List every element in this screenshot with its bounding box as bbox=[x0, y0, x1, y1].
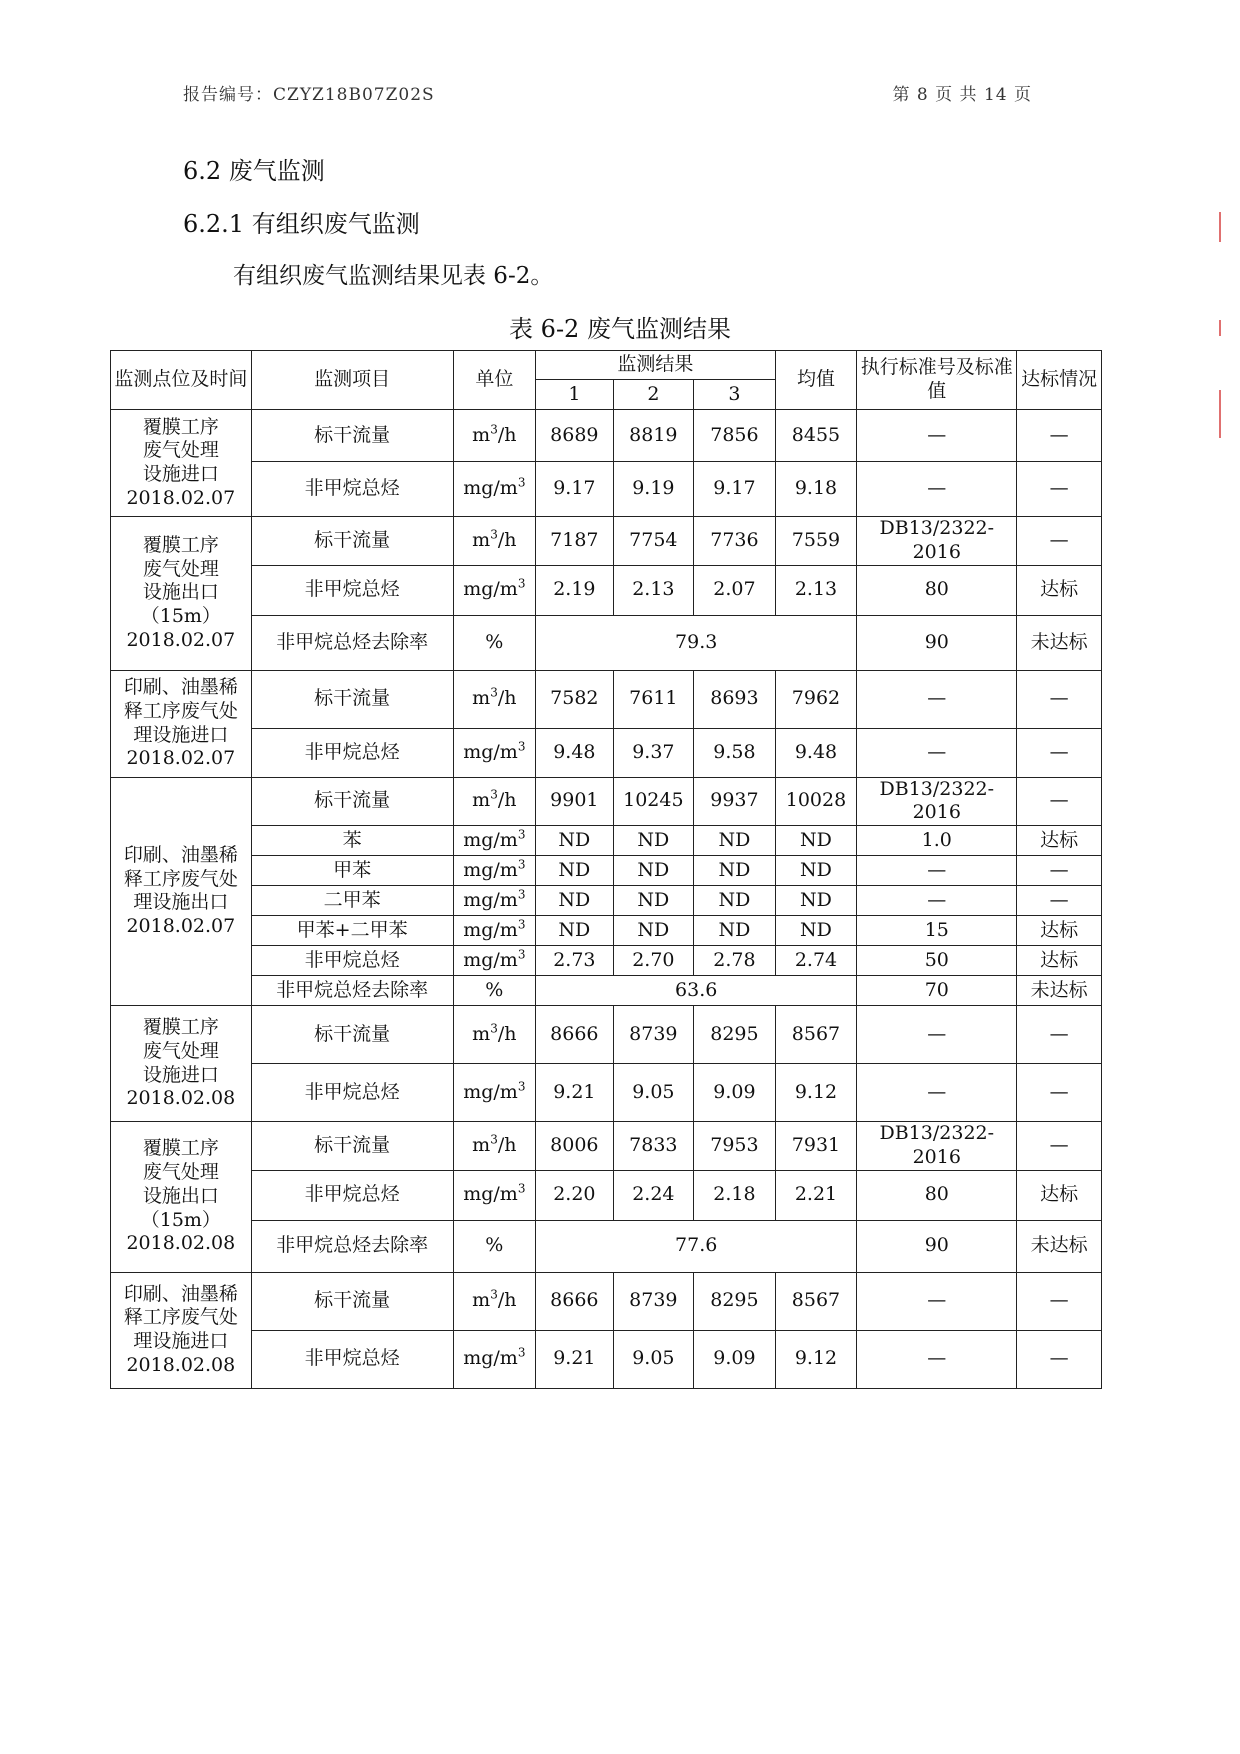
header-location: 监测点位及时间 bbox=[111, 351, 252, 410]
compliance-cell: — bbox=[1017, 410, 1102, 462]
standard-cell: — bbox=[857, 1064, 1017, 1122]
unit-superscript: 3 bbox=[517, 827, 526, 842]
standard-cell: DB13/2322-2016 bbox=[857, 517, 1017, 566]
location-line: 理设施出口 bbox=[133, 891, 229, 914]
compliance-cell: — bbox=[1017, 728, 1102, 777]
item-cell: 甲苯+二甲苯 bbox=[251, 916, 453, 946]
result-1-cell: 2.19 bbox=[536, 565, 613, 615]
item-cell: 标干流量 bbox=[251, 1122, 453, 1171]
result-3-cell: ND bbox=[694, 886, 776, 916]
unit-superscript: 3 bbox=[517, 947, 526, 962]
result-3-cell: 9.09 bbox=[694, 1064, 776, 1122]
result-3-cell: 2.07 bbox=[694, 565, 776, 615]
location-line: 印刷、油墨稀 bbox=[123, 843, 238, 866]
unit-base: mg/m bbox=[463, 918, 518, 941]
result-1-cell: 8666 bbox=[536, 1272, 613, 1330]
report-number: 报告编号：CZYZ18B07Z02S bbox=[183, 85, 435, 105]
unit-superscript: 3 bbox=[517, 576, 526, 591]
compliance-cell: 达标 bbox=[1017, 1170, 1102, 1220]
standard-cell: 90 bbox=[857, 615, 1017, 670]
standard-cell: 50 bbox=[857, 946, 1017, 976]
result-1-cell: 2.73 bbox=[536, 946, 613, 976]
mean-cell: ND bbox=[775, 826, 857, 856]
standard-cell: — bbox=[857, 856, 1017, 886]
standard-cell: 80 bbox=[857, 1170, 1017, 1220]
unit-base: m bbox=[472, 423, 491, 446]
compliance-cell: — bbox=[1017, 886, 1102, 916]
unit-base: % bbox=[485, 978, 504, 1001]
header-result-1: 1 bbox=[536, 380, 613, 410]
table-caption: 表 6-2 废气监测结果 bbox=[509, 315, 731, 343]
unit-base: m bbox=[472, 1289, 491, 1312]
emission-results-table bbox=[110, 350, 1102, 1389]
unit-superscript: 3 bbox=[517, 475, 526, 490]
result-3-cell: ND bbox=[694, 916, 776, 946]
result-3-cell: 2.78 bbox=[694, 946, 776, 976]
standard-cell: — bbox=[857, 728, 1017, 777]
standard-cell: 90 bbox=[857, 1220, 1017, 1272]
header-compliance: 达标情况 bbox=[1017, 351, 1102, 410]
unit-tail: /h bbox=[497, 1133, 517, 1156]
location-line: 2018.02.07 bbox=[126, 486, 236, 509]
location-line: 2018.02.08 bbox=[126, 1232, 236, 1255]
unit-base: mg/m bbox=[463, 828, 518, 851]
unit-superscript: 3 bbox=[517, 917, 526, 932]
table-row bbox=[111, 886, 1102, 916]
mean-cell: 9.48 bbox=[775, 728, 857, 777]
compliance-cell: 未达标 bbox=[1017, 1220, 1102, 1272]
unit-superscript: 3 bbox=[490, 527, 498, 542]
mean-cell: ND bbox=[775, 916, 857, 946]
standard-cell: 70 bbox=[857, 976, 1017, 1006]
table-row bbox=[111, 856, 1102, 886]
compliance-cell: 达标 bbox=[1017, 565, 1102, 615]
result-1-cell: ND bbox=[536, 856, 613, 886]
result-3-cell: 7736 bbox=[694, 517, 776, 566]
unit-cell bbox=[453, 728, 536, 777]
item-cell: 非甲烷总烃 bbox=[251, 728, 453, 777]
item-cell: 二甲苯 bbox=[251, 886, 453, 916]
unit-base: mg/m bbox=[463, 740, 518, 763]
location-line: 2018.02.07 bbox=[126, 628, 236, 651]
result-3-cell: ND bbox=[694, 856, 776, 886]
unit-base: m bbox=[472, 687, 491, 710]
location-cell bbox=[111, 670, 252, 777]
location-line: 释工序废气处 bbox=[123, 867, 238, 890]
location-line: 废气处理 bbox=[142, 1161, 219, 1184]
standard-cell: DB13/2322-2016 bbox=[857, 777, 1017, 826]
mean-cell: ND bbox=[775, 856, 857, 886]
location-cell bbox=[111, 1006, 252, 1122]
item-cell: 非甲烷总烃去除率 bbox=[251, 1220, 453, 1272]
item-cell: 标干流量 bbox=[251, 1272, 453, 1330]
unit-cell bbox=[453, 615, 536, 670]
unit-base: mg/m bbox=[463, 948, 518, 971]
result-2-cell: 7833 bbox=[613, 1122, 694, 1171]
unit-tail: /h bbox=[497, 1289, 517, 1312]
standard-cell: — bbox=[857, 886, 1017, 916]
location-cell bbox=[111, 517, 252, 671]
mean-cell: ND bbox=[775, 886, 857, 916]
unit-superscript: 3 bbox=[517, 1181, 526, 1196]
unit-cell bbox=[453, 916, 536, 946]
unit-base: m bbox=[472, 1133, 491, 1156]
unit-cell bbox=[453, 856, 536, 886]
table-row bbox=[111, 826, 1102, 856]
location-line: 释工序废气处 bbox=[123, 1306, 238, 1329]
result-1-cell: ND bbox=[536, 916, 613, 946]
item-cell: 非甲烷总烃去除率 bbox=[251, 976, 453, 1006]
mean-cell: 9.12 bbox=[775, 1330, 857, 1388]
result-3-cell: 9937 bbox=[694, 777, 776, 826]
standard-cell: — bbox=[857, 1330, 1017, 1388]
mean-cell: 2.74 bbox=[775, 946, 857, 976]
location-line: 2018.02.07 bbox=[126, 747, 236, 770]
result-2-cell: 8819 bbox=[613, 410, 694, 462]
unit-tail: /h bbox=[497, 423, 517, 446]
result-1-cell: 9.48 bbox=[536, 728, 613, 777]
result-2-cell: ND bbox=[613, 856, 694, 886]
location-line: 设施进口 bbox=[142, 1063, 219, 1086]
result-2-cell: 9.19 bbox=[613, 462, 694, 517]
item-cell: 标干流量 bbox=[251, 410, 453, 462]
header-standard: 执行标准号及标准值 bbox=[857, 351, 1017, 410]
unit-tail: /h bbox=[497, 789, 517, 812]
item-cell: 非甲烷总烃 bbox=[251, 1330, 453, 1388]
unit-base: mg/m bbox=[463, 1183, 518, 1206]
result-2-cell: 2.70 bbox=[613, 946, 694, 976]
compliance-cell: — bbox=[1017, 1006, 1102, 1064]
location-line: （15m） bbox=[140, 1208, 221, 1231]
section-heading: 6.2 废气监测 bbox=[183, 157, 325, 185]
compliance-cell: — bbox=[1017, 777, 1102, 826]
result-2-cell: ND bbox=[613, 916, 694, 946]
margin-stamp-mark bbox=[1219, 212, 1221, 242]
result-1-cell: 8666 bbox=[536, 1006, 613, 1064]
table-row bbox=[111, 946, 1102, 976]
result-2-cell: ND bbox=[613, 886, 694, 916]
unit-cell bbox=[453, 517, 536, 566]
item-cell: 非甲烷总烃 bbox=[251, 1064, 453, 1122]
location-line: （15m） bbox=[140, 605, 221, 628]
unit-superscript: 3 bbox=[517, 1079, 526, 1094]
mean-cell: 9.12 bbox=[775, 1064, 857, 1122]
location-line: 覆膜工序 bbox=[142, 1016, 219, 1038]
unit-base: % bbox=[485, 1234, 504, 1257]
location-line: 废气处理 bbox=[142, 557, 219, 580]
margin-stamp-mark bbox=[1219, 320, 1221, 336]
result-2-cell: 10245 bbox=[613, 777, 694, 826]
merged-value-cell: 79.3 bbox=[536, 615, 857, 670]
unit-tail: /h bbox=[497, 528, 517, 551]
table-row bbox=[111, 1006, 1102, 1064]
result-2-cell: 9.37 bbox=[613, 728, 694, 777]
unit-cell bbox=[453, 565, 536, 615]
result-1-cell: 9.21 bbox=[536, 1064, 613, 1122]
unit-cell bbox=[453, 1006, 536, 1064]
result-1-cell: 9.21 bbox=[536, 1330, 613, 1388]
table-row bbox=[111, 410, 1102, 462]
compliance-cell: 达标 bbox=[1017, 916, 1102, 946]
compliance-cell: — bbox=[1017, 670, 1102, 728]
table-row bbox=[111, 1064, 1102, 1122]
unit-base: mg/m bbox=[463, 858, 518, 881]
intro-paragraph: 有组织废气监测结果见表 6-2。 bbox=[233, 263, 554, 289]
unit-superscript: 3 bbox=[517, 1345, 526, 1360]
mean-cell: 8455 bbox=[775, 410, 857, 462]
unit-cell bbox=[453, 946, 536, 976]
location-cell bbox=[111, 1122, 252, 1273]
compliance-cell: — bbox=[1017, 1272, 1102, 1330]
item-cell: 非甲烷总烃 bbox=[251, 462, 453, 517]
result-3-cell: 2.18 bbox=[694, 1170, 776, 1220]
mean-cell: 7931 bbox=[775, 1122, 857, 1171]
unit-cell bbox=[453, 1272, 536, 1330]
unit-superscript: 3 bbox=[490, 685, 498, 700]
unit-cell bbox=[453, 1122, 536, 1171]
header-result-2: 2 bbox=[613, 380, 694, 410]
unit-cell bbox=[453, 1064, 536, 1122]
table-row bbox=[111, 728, 1102, 777]
result-3-cell: 9.17 bbox=[694, 462, 776, 517]
unit-superscript: 3 bbox=[517, 887, 526, 902]
result-1-cell: 9901 bbox=[536, 777, 613, 826]
item-cell: 非甲烷总烃 bbox=[251, 946, 453, 976]
unit-base: mg/m bbox=[463, 578, 518, 601]
compliance-cell: — bbox=[1017, 1064, 1102, 1122]
result-2-cell: 8739 bbox=[613, 1272, 694, 1330]
table-row bbox=[111, 517, 1102, 566]
unit-tail: /h bbox=[497, 687, 517, 710]
item-cell: 非甲烷总烃去除率 bbox=[251, 615, 453, 670]
result-1-cell: 9.17 bbox=[536, 462, 613, 517]
table-row bbox=[111, 916, 1102, 946]
compliance-cell: 未达标 bbox=[1017, 615, 1102, 670]
location-line: 设施进口 bbox=[142, 463, 219, 485]
result-2-cell: 9.05 bbox=[613, 1330, 694, 1388]
merged-value-cell: 63.6 bbox=[536, 976, 857, 1006]
location-line: 设施出口 bbox=[142, 581, 219, 604]
result-3-cell: 8693 bbox=[694, 670, 776, 728]
standard-cell: — bbox=[857, 410, 1017, 462]
location-line: 覆膜工序 bbox=[142, 1137, 219, 1160]
result-3-cell: 7856 bbox=[694, 410, 776, 462]
location-line: 印刷、油墨稀 bbox=[123, 676, 238, 698]
page-info: 第 8 页 共 14 页 bbox=[892, 85, 1032, 105]
mean-cell: 2.13 bbox=[775, 565, 857, 615]
standard-cell: DB13/2322-2016 bbox=[857, 1122, 1017, 1171]
unit-base: m bbox=[472, 789, 491, 812]
unit-base: mg/m bbox=[463, 888, 518, 911]
result-2-cell: 7611 bbox=[613, 670, 694, 728]
item-cell: 非甲烷总烃 bbox=[251, 565, 453, 615]
unit-cell bbox=[453, 670, 536, 728]
item-cell: 甲苯 bbox=[251, 856, 453, 886]
mean-cell: 7962 bbox=[775, 670, 857, 728]
location-line: 覆膜工序 bbox=[142, 533, 219, 556]
item-cell: 苯 bbox=[251, 826, 453, 856]
header-unit: 单位 bbox=[453, 351, 536, 410]
table-row bbox=[111, 565, 1102, 615]
result-1-cell: 7187 bbox=[536, 517, 613, 566]
location-line: 废气处理 bbox=[142, 1039, 219, 1062]
result-2-cell: 2.13 bbox=[613, 565, 694, 615]
table-row bbox=[111, 777, 1102, 826]
result-3-cell: 7953 bbox=[694, 1122, 776, 1171]
mean-cell: 10028 bbox=[775, 777, 857, 826]
unit-base: mg/m bbox=[463, 1080, 518, 1103]
result-1-cell: 8006 bbox=[536, 1122, 613, 1171]
result-3-cell: 9.09 bbox=[694, 1330, 776, 1388]
unit-base: mg/m bbox=[463, 1347, 518, 1370]
table-row bbox=[111, 976, 1102, 1006]
margin-stamp-mark bbox=[1219, 390, 1221, 438]
unit-superscript: 3 bbox=[490, 1021, 498, 1036]
result-1-cell: ND bbox=[536, 826, 613, 856]
result-3-cell: ND bbox=[694, 826, 776, 856]
unit-tail: /h bbox=[497, 1022, 517, 1045]
merged-value-cell: 77.6 bbox=[536, 1220, 857, 1272]
item-cell: 标干流量 bbox=[251, 670, 453, 728]
item-cell: 标干流量 bbox=[251, 1006, 453, 1064]
compliance-cell: — bbox=[1017, 1122, 1102, 1171]
mean-cell: 8567 bbox=[775, 1006, 857, 1064]
result-2-cell: 8739 bbox=[613, 1006, 694, 1064]
result-1-cell: 2.20 bbox=[536, 1170, 613, 1220]
item-cell: 标干流量 bbox=[251, 517, 453, 566]
mean-cell: 8567 bbox=[775, 1272, 857, 1330]
unit-superscript: 3 bbox=[490, 1287, 498, 1302]
table-row bbox=[111, 1220, 1102, 1272]
location-cell bbox=[111, 410, 252, 517]
header-mean: 均值 bbox=[775, 351, 857, 410]
result-1-cell: 8689 bbox=[536, 410, 613, 462]
table-row bbox=[111, 1330, 1102, 1388]
unit-cell bbox=[453, 886, 536, 916]
unit-base: mg/m bbox=[463, 477, 518, 500]
standard-cell: 15 bbox=[857, 916, 1017, 946]
unit-superscript: 3 bbox=[490, 422, 498, 437]
compliance-cell: — bbox=[1017, 1330, 1102, 1388]
location-line: 印刷、油墨稀 bbox=[123, 1282, 238, 1305]
unit-superscript: 3 bbox=[490, 1132, 498, 1147]
location-cell bbox=[111, 1272, 252, 1388]
unit-superscript: 3 bbox=[517, 739, 526, 754]
result-2-cell: 7754 bbox=[613, 517, 694, 566]
location-line: 释工序废气处 bbox=[123, 699, 238, 722]
mean-cell: 2.21 bbox=[775, 1170, 857, 1220]
standard-cell: — bbox=[857, 1272, 1017, 1330]
header-item: 监测项目 bbox=[251, 351, 453, 410]
result-2-cell: 9.05 bbox=[613, 1064, 694, 1122]
table-row bbox=[111, 615, 1102, 670]
mean-cell: 9.18 bbox=[775, 462, 857, 517]
location-line: 理设施进口 bbox=[133, 1330, 229, 1352]
location-line: 2018.02.08 bbox=[126, 1353, 236, 1376]
location-line: 理设施进口 bbox=[133, 723, 229, 746]
unit-cell bbox=[453, 976, 536, 1006]
unit-cell bbox=[453, 410, 536, 462]
compliance-cell: — bbox=[1017, 517, 1102, 566]
item-cell: 非甲烷总烃 bbox=[251, 1170, 453, 1220]
table-row bbox=[111, 670, 1102, 728]
location-line: 设施出口 bbox=[142, 1184, 219, 1207]
compliance-cell: — bbox=[1017, 462, 1102, 517]
location-line: 2018.02.07 bbox=[126, 915, 236, 937]
unit-base: m bbox=[472, 1022, 491, 1045]
location-cell bbox=[111, 777, 252, 1006]
unit-cell bbox=[453, 1330, 536, 1388]
table-row bbox=[111, 1122, 1102, 1171]
subsection-heading: 6.2.1 有组织废气监测 bbox=[183, 210, 420, 238]
unit-superscript: 3 bbox=[517, 857, 526, 872]
unit-cell bbox=[453, 777, 536, 826]
result-3-cell: 8295 bbox=[694, 1006, 776, 1064]
mean-cell: 7559 bbox=[775, 517, 857, 566]
result-3-cell: 8295 bbox=[694, 1272, 776, 1330]
result-2-cell: ND bbox=[613, 826, 694, 856]
result-1-cell: 7582 bbox=[536, 670, 613, 728]
unit-cell bbox=[453, 1220, 536, 1272]
compliance-cell: 达标 bbox=[1017, 946, 1102, 976]
unit-superscript: 3 bbox=[490, 788, 498, 803]
result-1-cell: ND bbox=[536, 886, 613, 916]
standard-cell: 1.0 bbox=[857, 826, 1017, 856]
table-row bbox=[111, 1170, 1102, 1220]
standard-cell: — bbox=[857, 1006, 1017, 1064]
header-result-3: 3 bbox=[694, 380, 776, 410]
location-line: 废气处理 bbox=[142, 439, 219, 462]
location-line: 2018.02.08 bbox=[126, 1087, 236, 1110]
unit-base: m bbox=[472, 528, 491, 551]
standard-cell: — bbox=[857, 670, 1017, 728]
unit-base: % bbox=[485, 630, 504, 653]
table-row bbox=[111, 1272, 1102, 1330]
standard-cell: 80 bbox=[857, 565, 1017, 615]
compliance-cell: 未达标 bbox=[1017, 976, 1102, 1006]
location-line: 覆膜工序 bbox=[142, 415, 219, 438]
compliance-cell: 达标 bbox=[1017, 826, 1102, 856]
item-cell: 标干流量 bbox=[251, 777, 453, 826]
table-row bbox=[111, 462, 1102, 517]
unit-cell bbox=[453, 462, 536, 517]
compliance-cell: — bbox=[1017, 856, 1102, 886]
header-results: 监测结果 bbox=[536, 351, 776, 380]
result-2-cell: 2.24 bbox=[613, 1170, 694, 1220]
unit-cell bbox=[453, 826, 536, 856]
standard-cell: — bbox=[857, 462, 1017, 517]
result-3-cell: 9.58 bbox=[694, 728, 776, 777]
unit-cell bbox=[453, 1170, 536, 1220]
